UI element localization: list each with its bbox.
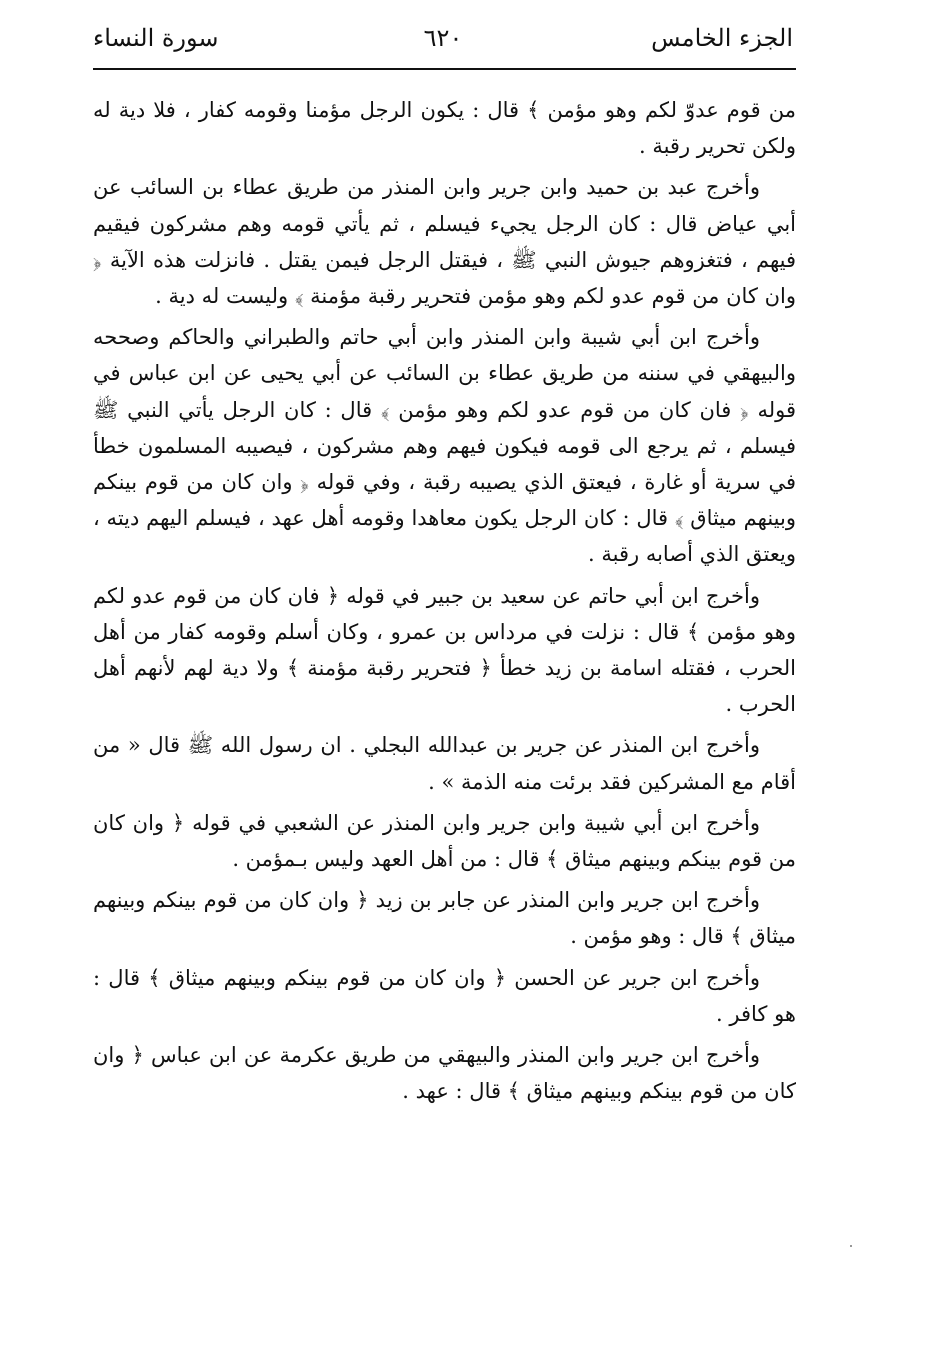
part-title: الجزء الخامس bbox=[651, 24, 793, 52]
running-header bbox=[93, 18, 793, 58]
header-divider bbox=[93, 68, 796, 70]
paragraph: وأخرج عبد بن حميد وابن جرير وابن المنذر من طريق عطاء بن السائب عن أبي عياض قال : كان الرجل يجيء فيسلم ، ثم يأتي قومه وهم مشركون فيقيم فيهم ، فتغزوهم جيوش النبي ﷺ ، فيقتل الرجل فيمن يقتل . فانزلت هذه الآية ﴿ وان كان من قوم عدو لكم وهو مؤمن فتحرير رقبة مؤمنة ﴾ وليست له دية . bbox=[93, 175, 796, 309]
paragraph-continuation: من قوم عدوّ لكم وهو مؤمن ﴾ قال : يكون الرجل مؤمنا وقومه كفار ، فلا دية له ولكن تحرير رقبة . bbox=[93, 98, 796, 159]
page-body bbox=[93, 92, 796, 1114]
paragraph: وأخرج ابن جرير وابن المنذر والبيهقي من طريق عكرمة عن ابن عباس ﴿ وان كان من قوم بينكم وبينهم ميثاق ﴾ قال : عهد . bbox=[93, 1043, 796, 1104]
paragraph: وأخرج ابن أبي حاتم عن سعيد بن جبير في قوله ﴿ فان كان من قوم عدو لكم وهو مؤمن ﴾ قال : نزلت في مرداس بن عمرو ، وكان أسلم وقومه كفار من أهل الحرب ، فقتله اسامة بن زيد خطأ ﴿ فتحرير رقبة مؤمنة ﴾ ولا دية لهم لأنهم أهل الحرب . bbox=[93, 583, 796, 717]
paragraph: وأخرج ابن أبي شيبة وابن المنذر وابن أبي حاتم والطبراني والحاكم وصححه والبيهقي في سننه من طريق عطاء بن السائب عن أبي يحيى عن ابن عباس في قوله ﴿ فان كان من قوم عدو لكم وهو مؤمن ﴾ قال : كان الرجل يأتي النبي ﷺ فيسلم ، ثم يرجع الى قومه فيكون فيهم وهم مشركون ، فيصيبه المسلمون خطأ في سرية أو غارة ، فيعتق الذي يصيبه رقبة ، وفي قوله ﴿ وان كان من قوم بينكم وبينهم ميثاق ﴾ قال : كان الرجل يكون معاهدا وقومه أهل عهد ، فيسلم اليهم ديته ، ويعتق الذي أصابه رقبة . bbox=[93, 325, 797, 567]
paragraph: وأخرج ابن جرير وابن المنذر عن جابر بن زيد ﴿ وان كان من قوم بينكم وبينهم ميثاق ﴾ قال : وهو مؤمن . bbox=[93, 888, 796, 949]
paragraph: وأخرج ابن أبي شيبة وابن جرير وابن المنذر عن الشعبي في قوله ﴿ وان كان من قوم بينكم وبينهم ميثاق ﴾ قال : من أهل العهد وليس بـمؤمن . bbox=[93, 810, 796, 872]
page-number: ٦٢٠ bbox=[423, 24, 463, 52]
scan-speck bbox=[850, 1245, 852, 1247]
paragraph: وأخرج ابن المنذر عن جرير بن عبدالله البجلي . ان رسول الله ﷺ قال « من أقام مع المشركين فقد برئت منه الذمة » . bbox=[93, 733, 796, 794]
surah-title: سورة النساء bbox=[93, 24, 219, 52]
paragraph: وأخرج ابن جرير عن الحسن ﴿ وان كان من قوم بينكم وبينهم ميثاق ﴾ قال : هو كافر . bbox=[93, 965, 796, 1026]
